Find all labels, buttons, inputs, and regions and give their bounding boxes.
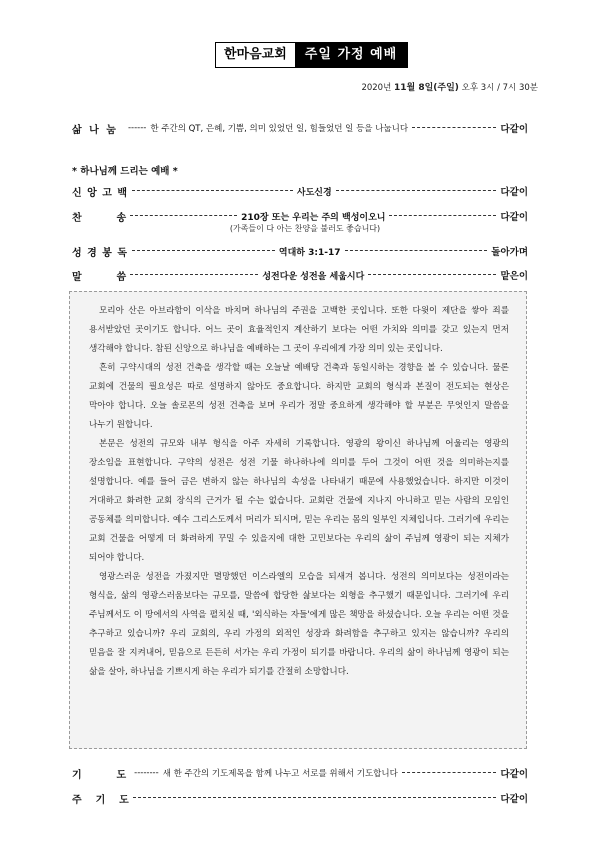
hymn-note: (가족들이 다 아는 찬양을 불러도 좋습니다) (229, 224, 381, 233)
order-item: 사도신경 (296, 187, 332, 198)
order-row-hymn (72, 209, 528, 223)
leader-dashes (402, 772, 497, 774)
bulletin-title (215, 42, 408, 68)
order-row-reading (72, 244, 528, 258)
order-label: 말 씀 (72, 271, 127, 283)
leader-dashes (389, 215, 496, 217)
service-dateline (361, 80, 538, 93)
order-responsible: 맡은이 (500, 271, 529, 282)
date-day: 11월 8일(주일) (394, 83, 459, 93)
sermon-box (69, 291, 527, 749)
service-times: 오후 3시 / 7시 30분 (458, 83, 538, 93)
prayer-text: 새 한 주간의 기도제목을 함께 나누고 서로를 위해서 기도합니다 (162, 769, 398, 779)
order-responsible: 다같이 (500, 187, 528, 198)
order-item: 성전다운 성전을 세웁시다 (262, 271, 365, 282)
leader-dashes (130, 274, 258, 276)
sermon-paragraph: 영광스러운 성전을 가졌지만 멸망했던 이스라엘의 모습을 되새겨 봅니다. 성전의 의미보다는 성전이라는 형식을, 삶의 영광스러움보다는 규모를, 말씀에 합당한 삶보다는 외형을 추구했기 때문입니다. 그러기에 우리 주님께서도 이 땅에서의 사역을 펼치실 때, '외식하는 자들'에게 많은 책망을 하셨습니다. 오늘 우리는 어떤 것을 추구하고 있습니까? 우리 교회의, 우리 가정의 외적인 성장과 화려함을 추구하고 있지는 않습니까? 우리의 믿음을 잘 지켜내어, 믿음으로 든든히 서가는 우리 가정이 되기를 바랍니다. 우리의 삶이 하나님께 영광이 되는 삶을 살아, 하나님을 기쁘시게 하는 우리가 되기를 간절히 소망합니다. (89, 572, 509, 677)
prayer-end: 다같이 (500, 769, 528, 780)
order-row-sermon (72, 268, 528, 282)
prayer-label: 기 도 (72, 769, 127, 781)
sharing-end: 다같이 (500, 124, 528, 135)
date-year: 2020년 (361, 83, 394, 93)
order-responsible: 돌아가며 (491, 247, 529, 258)
leader-dashes (345, 250, 488, 252)
lords-prayer-end: 다같이 (500, 794, 528, 805)
lords-prayer-label: 주 기 도 (72, 794, 129, 806)
sermon-paragraph: 흔히 구약시대의 성전 건축을 생각할 때는 오늘날 예배당 건축과 동일시하는 경향을 볼 수 있습니다. 물론 교회에 건물의 필요성은 따로 설명하지 않아도 중요합니다. 하지만 교회의 형식과 본질이 전도되는 현상은 막아야 합니다. 오늘 솔로몬의 성전 건축을 보며 우리가 정말 중요하게 생각해야 할 부분은 무엇인지 말씀을 나누기 원합니다. (89, 363, 509, 430)
sharing-text: 한 주간의 QT, 은혜, 기쁨, 의미 있었던 일, 힘들었던 일 등을 나눕니다 (150, 124, 409, 134)
leader-dashes (133, 797, 497, 799)
order-label: 찬 송 (72, 212, 127, 224)
lords-prayer-row (72, 791, 528, 805)
order-item: 역대하 3:1-17 (278, 247, 341, 258)
leader-dashes (412, 127, 496, 129)
order-row-confession (72, 184, 528, 198)
sharing-label: 삶 나 눔 (72, 124, 118, 136)
order-responsible: 다같이 (500, 212, 529, 223)
leader-dashes (130, 215, 237, 217)
sharing-row (72, 121, 528, 135)
order-label: 신 앙 고 백 (72, 187, 129, 199)
order-label: 성 경 봉 독 (72, 247, 129, 259)
sermon-paragraph: 본문은 성전의 규모와 내부 형식을 아주 자세히 기록합니다. 영광의 왕이신 하나님께 어울리는 영광의 장소임을 표현합니다. 구약의 성전은 성전 기물 하나하나에 의미를 두어 그것이 어떤 것을 의미하는지를 설명합니다. 예를 들어 금은 변하지 않는 하나님의 속성을 나타내기 때문에 사용했었습니다. 하지만 이것이 거대하고 화려한 교회 장식의 근거가 될 수는 없습니다. 교회란 건물에 지나지 아니하고 믿는 사람의 모임인 공동체를 의미합니다. 예수 그리스도께서 머리가 되시며, 믿는 우리는 몸의 일부인 지체입니다. 그러기에 우리는 교회 건물을 어떻게 더 화려하게 꾸밀 수 있을지에 대한 고민보다는 우리의 삶이 주님께 영광이 되는 지체가 되어야 합니다. (89, 439, 509, 563)
prayer-lead-dashes: -------- (134, 768, 159, 778)
leader-dashes (132, 250, 275, 252)
leader-dashes (132, 190, 293, 192)
section-heading: * 하나님께 드리는 예배 * (72, 166, 178, 177)
order-item: 210장 또는 우리는 주의 백성이오니 (241, 212, 386, 223)
leader-dashes (336, 190, 497, 192)
prayer-row (72, 766, 528, 780)
sermon-paragraph: 모리아 산은 아브라함이 이삭을 바치며 하나님의 주권을 고백한 곳입니다. 또한 다윗이 제단을 쌓아 죄를 용서받았던 곳이기도 합니다. 어느 곳이 효율적인지 계산하기 보다는 어떤 가치와 의미를 갖고 있는지 먼저 생각해야 합니다. 참된 신앙으로 하나님을 예배하는 그 곳이 우리에게 가장 의미 있는 곳입니다. (89, 306, 509, 354)
leader-dashes (368, 274, 496, 276)
church-name: 한마음교회 (216, 43, 295, 67)
sharing-lead-dashes: ------ (127, 123, 147, 133)
service-name: 주일 가정 예배 (295, 43, 407, 67)
